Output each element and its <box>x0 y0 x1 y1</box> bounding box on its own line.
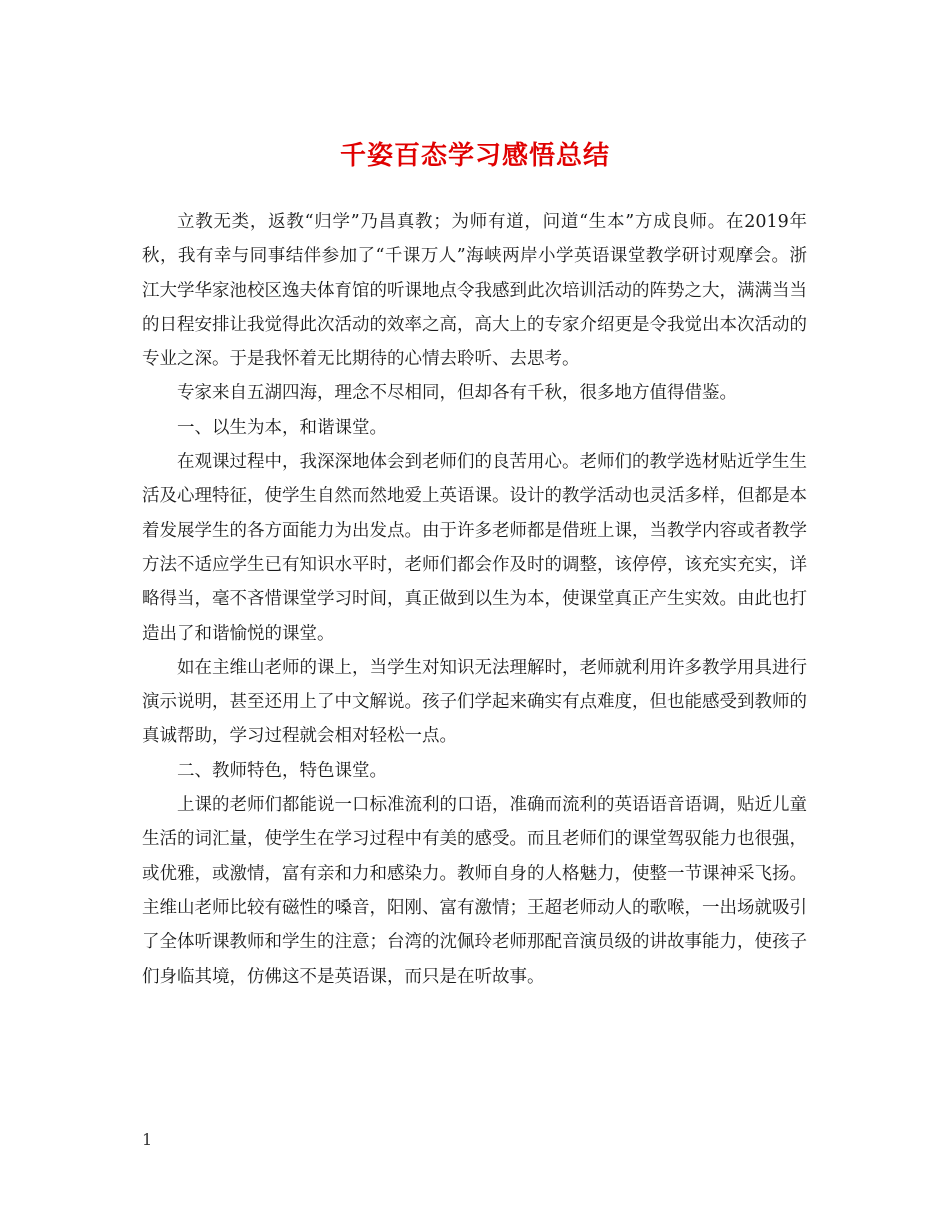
paragraph-section-2: 上课的老师们都能说一口标准流利的口语，准确而流利的英语语音语调，贴近儿童生活的词汇量，使学生在学习过程中有美的感受。而且老师们的课堂驾驭能力也很强，或优雅，或激情，富有亲和力和感染力。教师自身的人格魅力，使整一节课神采飞扬。主维山老师比较有磁性的嗓音，阳刚、富有激情；王超老师动人的歌喉，一出场就吸引了全体听课教师和学生的注意；台湾的沈佩玲老师那配音演员级的讲故事能力，使孩子们身临其境，仿佛这不是英语课，而只是在听故事。 <box>142 795 807 987</box>
document-body <box>142 205 807 994</box>
document-title: 千姿百态学习感悟总结 <box>339 141 610 171</box>
page-number: 1 <box>142 1130 153 1149</box>
paragraph-experts: 专家来自五湖四海，理念不尽相同，但却各有千秋，很多地方值得借鉴。 <box>177 383 737 404</box>
paragraph-intro: 立教无类，返教“归学”乃昌真教；为师有道，问道“生本”方成良师。在2019年秋，我有幸与同事结伴参加了“千课万人”海峡两岸小学英语课堂教学研讨观摩会。浙江大学华家池校区逸夫体育馆的听课地点令我感到此次培训活动的阵势之大，满满当当的日程安排让我觉得此次活动的效率之高，高大上的专家介绍更是令我觉出本次活动的专业之深。于是我怀着无比期待的心情去聆听、去思考。 <box>142 212 807 370</box>
section-heading-2: 二、教师特色，特色课堂。 <box>177 760 387 781</box>
paragraph-section-1: 在观课过程中，我深深地体会到老师们的良苦用心。老师们的教学选材贴近学生生活及心理特征，使学生自然而然地爱上英语课。设计的教学活动也灵活多样，但都是本着发展学生的各方面能力为出发点。由于许多老师都是借班上课，当教学内容或者教学方法不适应学生已有知识水平时，老师们都会作及时的调整，该停停，该充实充实，详略得当，毫不吝惜课堂学习时间，真正做到以生为本，使课堂真正产生实效。由此也打造出了和谐愉悦的课堂。 <box>142 452 807 644</box>
paragraph-example: 如在主维山老师的课上，当学生对知识无法理解时，老师就利用许多教学用具进行演示说明，甚至还用上了中文解说。孩子们学起来确实有点难度，但也能感受到教师的真诚帮助，学习过程就会相对轻松一点。 <box>142 657 807 747</box>
section-heading-1: 一、以生为本，和谐课堂。 <box>177 417 387 438</box>
